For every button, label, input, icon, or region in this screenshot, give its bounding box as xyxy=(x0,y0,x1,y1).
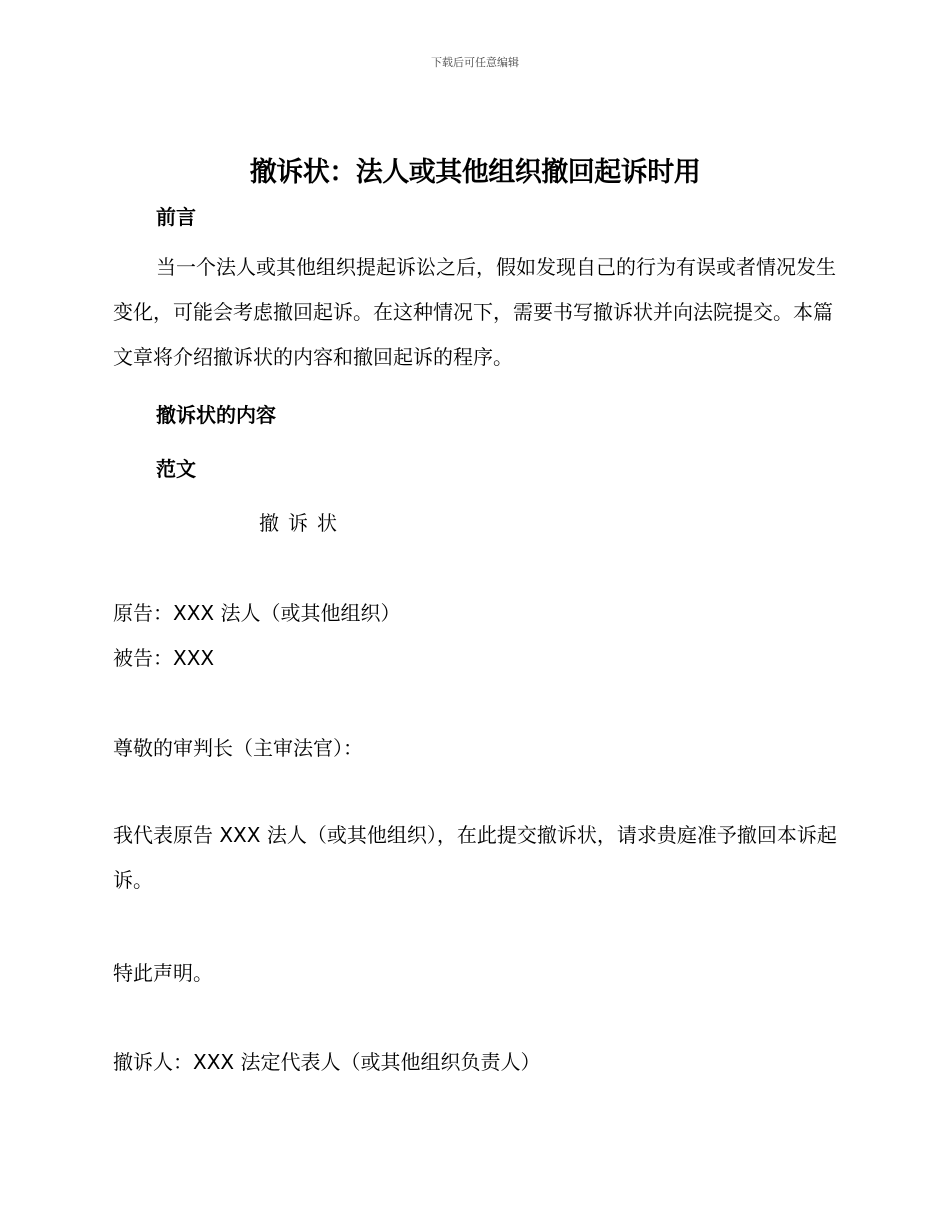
body-paragraph: 我代表原告 XXX 法人（或其他组织），在此提交撤诉状，请求贵庭准予撤回本诉起诉。 xyxy=(113,823,837,892)
document-title: 撤诉状：法人或其他组织撤回起诉时用 xyxy=(249,157,701,188)
header-note: 下载后可任意编辑 xyxy=(431,56,519,69)
heading-sample: 范文 xyxy=(156,457,196,481)
preface-text: 当一个法人或其他组织提起诉讼之后，假如发现自己的行为有误或者情况发生变化，可能会考虑撤回起诉。在这种情况下，需要书写撤诉状并向法院提交。本篇文章将介绍撤诉状的内容和撤回起诉的程序。 xyxy=(113,255,836,369)
heading-preface: 前言 xyxy=(156,205,196,229)
statement-line: 特此声明。 xyxy=(113,961,213,985)
preface-paragraph xyxy=(113,245,837,380)
heading-content: 撤诉状的内容 xyxy=(156,403,276,427)
sample-doc-title: 撤诉状 xyxy=(259,511,346,535)
signatory-line: 撤诉人：XXX 法定代表人（或其他组织负责人） xyxy=(113,1050,541,1074)
plaintiff-line: 原告：XXX 法人（或其他组织） xyxy=(113,601,401,625)
salutation-line: 尊敬的审判长（主审法官）： xyxy=(113,736,363,760)
defendant-line: 被告：XXX xyxy=(113,646,215,670)
